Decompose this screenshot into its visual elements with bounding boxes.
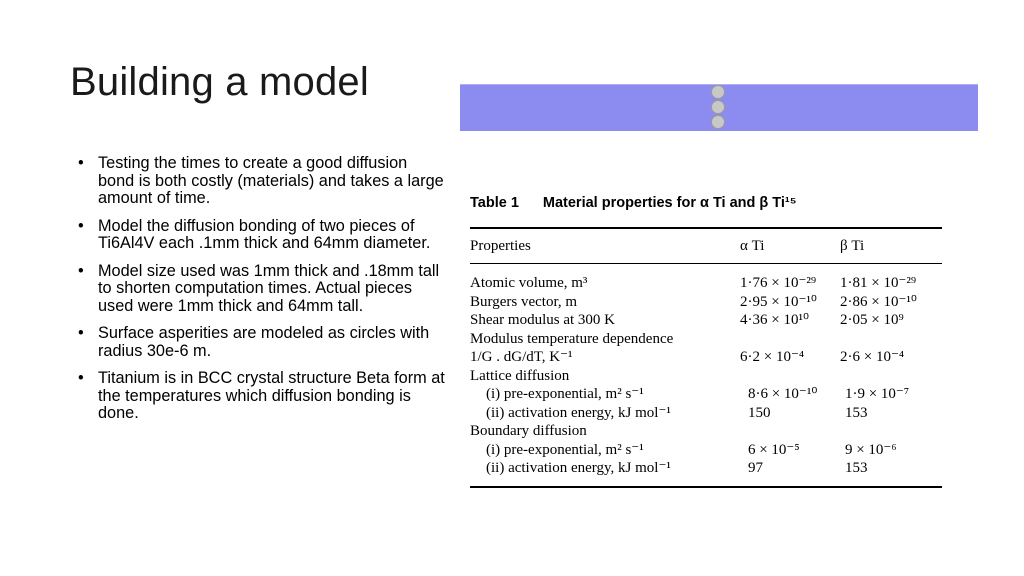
material-properties-table [470,195,942,488]
bullet-item: • Testing the times to create a good diffusion bond is both costly (materials) and takes a large amount of time. [76,155,446,208]
table-cell [840,422,940,441]
table-row [470,293,942,312]
table-header: Properties [470,238,531,254]
table-cell: 8·6 × 10⁻¹⁰ [747,386,818,402]
table-cell: 4·36 × 10¹⁰ [740,312,809,328]
dot-icon [711,85,725,99]
table-cell: 153 [844,460,868,476]
table-row [470,422,942,441]
table-cell: 2·86 × 10⁻¹⁰ [840,293,917,310]
table-cell: 153 [844,404,868,421]
table-cell: Lattice diffusion [470,367,570,384]
loading-dots-icon [711,84,727,130]
table-cell: Modulus temperature dependence [470,330,674,347]
table-cell: Shear modulus at 300 K [470,312,615,328]
table-number: Table 1 [470,195,519,211]
table-cell: (i) pre-exponential, m² s⁻¹ [486,441,644,458]
table-cell: 97 [747,460,763,476]
bullet-item: • Model the diffusion bonding of two pieces of Ti6Al4V each .1mm thick and 64mm diameter. [76,218,446,253]
table-header: β Ti [840,238,865,254]
table-title: Material properties for α Ti and β Ti¹⁵ [542,195,797,211]
table-row [470,385,942,404]
table-cell: 150 [747,404,771,421]
table-header-row [470,229,942,263]
table-cell: 1·9 × 10⁻⁷ [844,386,910,402]
table-cell: 1·76 × 10⁻²⁹ [740,275,817,291]
table-cell: (i) pre-exponential, m² s⁻¹ [486,386,644,402]
table-rule-bottom [470,486,942,488]
table-row [470,330,942,349]
dot-icon [711,115,725,129]
table-cell [740,422,840,441]
table-row [470,367,942,386]
dot-icon [711,100,725,114]
table-row [470,274,942,293]
table-cell: 2·05 × 10⁹ [840,312,904,328]
table-cell: 6·2 × 10⁻⁴ [740,349,805,365]
table-row [470,348,942,367]
table-row [470,404,942,423]
table-cell: 2·95 × 10⁻¹⁰ [740,293,817,310]
table-cell [740,330,840,349]
slide-title: Building a model [70,60,369,104]
table-cell: (ii) activation energy, kJ mol⁻¹ [486,404,671,421]
table-row [470,459,942,478]
table-row [470,441,942,460]
table-row [470,311,942,330]
table-cell: (ii) activation energy, kJ mol⁻¹ [486,460,671,476]
table-cell [740,367,840,386]
table-cell: 9 × 10⁻⁶ [844,441,897,458]
bullet-item: • Surface asperities are modeled as circles with radius 30e-6 m. [76,325,446,360]
bullet-item: • Model size used was 1mm thick and .18mm tall to shorten computation times. Actual pieces used were 1mm thick and 64mm tall. [76,263,446,316]
table-cell: Burgers vector, m [470,293,578,310]
bullet-item: • Titanium is in BCC crystal structure Beta form at the temperatures which diffusion bonding is done. [76,370,446,423]
bullet-list [76,155,446,433]
table-cell: 1/G . dG/dT, K⁻¹ [470,349,573,365]
table-cell: 6 × 10⁻⁵ [747,441,800,458]
table-cell: Atomic volume, m³ [470,275,588,291]
table-cell [840,330,940,349]
table-cell: 2·6 × 10⁻⁴ [840,349,905,365]
table-header: α Ti [740,238,765,254]
table-caption [470,195,942,211]
table-cell: Boundary diffusion [470,423,587,439]
table-cell [840,367,940,386]
table-cell: 1·81 × 10⁻²⁹ [840,275,917,291]
